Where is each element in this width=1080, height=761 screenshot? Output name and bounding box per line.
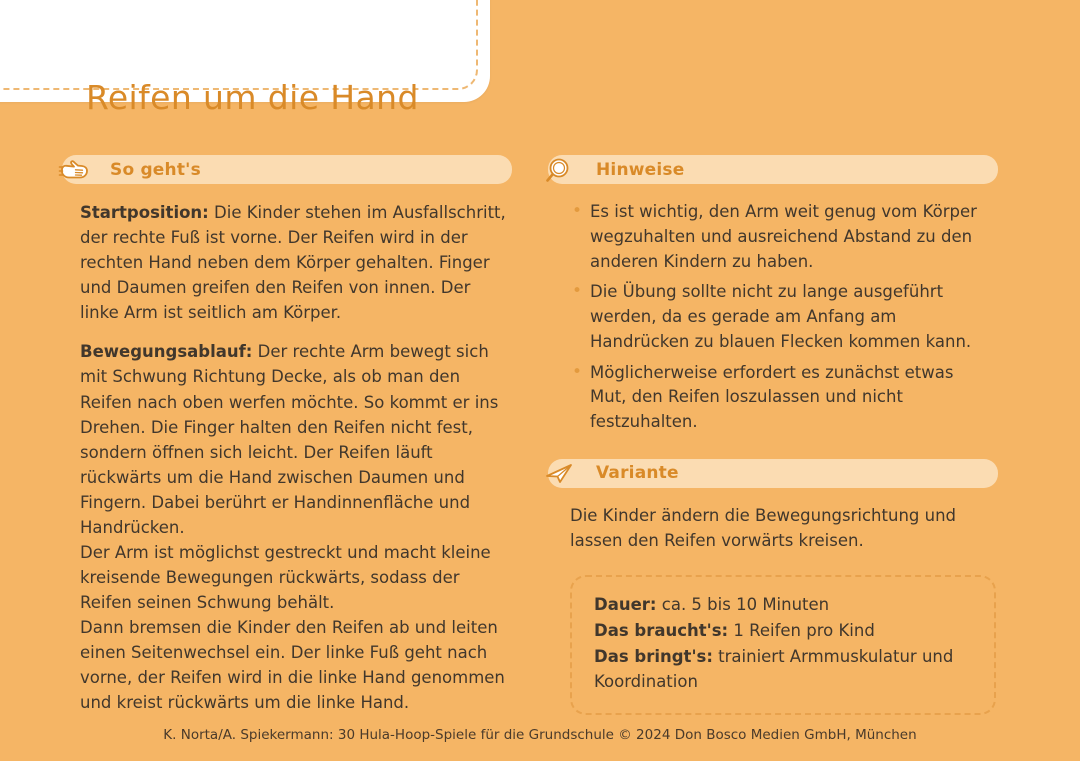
pointing-hand-icon xyxy=(54,153,94,187)
how-to-lead-1: Startposition: xyxy=(80,203,209,222)
section-title-hints: Hinweise xyxy=(596,159,685,180)
section-header-hints xyxy=(548,155,998,184)
how-to-text-3: Der Arm ist möglichst gestreckt und macht kleine kreisende Bewegungen rückwärts, sodass der Reifen seinen Schwung behält. xyxy=(80,543,491,613)
variant-body: Die Kinder ändern die Bewegungsrichtung und lassen den Reifen vorwärts kreisen. xyxy=(570,505,957,550)
magnifier-icon xyxy=(540,153,580,187)
footer-credit: K. Norta/A. Spiekermann: 30 Hula-Hoop-Spiele für die Grundschule © 2024 Don Bosco Medien GmbH, München xyxy=(163,727,917,743)
how-to-text-4: Dann bremsen die Kinder den Reifen ab und leiten einen Seitenwechsel ein. Der linke Fuß geht nach vorne, der Reifen wird in die linke Hand genommen und kreist rückwärts um die linke Hand. xyxy=(80,618,505,713)
info-label-duration: Dauer: xyxy=(594,595,657,615)
column-hints-variant xyxy=(548,155,998,715)
info-row-benefits xyxy=(594,645,972,695)
how-to-body xyxy=(62,200,512,716)
paper-plane-icon xyxy=(540,456,580,490)
hints-list xyxy=(548,200,998,435)
title-card-dashed-border-left xyxy=(0,0,478,90)
info-label-materials: Das braucht's: xyxy=(594,621,729,640)
how-to-text-1: Die Kinder stehen im Ausfallschritt, der rechte Fuß ist vorne. Der Reifen wird in der rechten Hand neben dem Körper gehalten. Finger und Daumen greifen den Reifen von innen. Der linke Arm ist seitlich am Körper. xyxy=(80,203,506,323)
how-to-text-2: Der rechte Arm bewegt sich mit Schwung Richtung Decke, als ob man den Reifen nach oben werfen möchte. So kommt er ins Drehen. Die Finger halten den Reifen nicht fest, sondern öffnen sich leicht. Der Reifen läuft rückwärts um die Hand zwischen Daumen und Fingern. Dabei berührt er Handinnenfläche und Handrücken. xyxy=(80,342,499,537)
info-row-duration xyxy=(594,593,972,618)
section-title-variant: Variante xyxy=(596,463,679,484)
list-item: • Die Übung sollte nicht zu lange ausgeführt werden, da es gerade am Anfang am Handrücken zu blauen Flecken kommen kann. xyxy=(568,280,994,354)
list-item: • Es ist wichtig, den Arm weit genug vom Körper wegzuhalten und ausreichend Abstand zu den anderen Kindern zu haben. xyxy=(568,200,994,274)
how-to-paragraph-3 xyxy=(80,540,508,615)
info-value-materials: 1 Reifen pro Kind xyxy=(728,621,875,640)
how-to-paragraph-1 xyxy=(80,200,508,325)
how-to-paragraph-2 xyxy=(80,339,508,540)
section-header-how-to xyxy=(62,155,512,184)
info-box xyxy=(570,575,996,715)
info-value-duration: ca. 5 bis 10 Minuten xyxy=(656,595,830,615)
page-title: Reifen um die Hand xyxy=(86,78,419,117)
list-item: • Möglicherweise erfordert es zunächst etwas Mut, den Reifen loszulassen und nicht festzuhalten. xyxy=(568,361,994,435)
section-title-how-to: So geht's xyxy=(110,159,201,180)
info-row-materials xyxy=(594,619,972,644)
info-value-benefits: trainiert Armmuskulatur und Koordination xyxy=(594,646,954,691)
how-to-paragraph-4 xyxy=(80,615,508,715)
column-how-to xyxy=(62,155,512,716)
section-header-variant xyxy=(548,459,998,488)
how-to-lead-2: Bewegungsablauf: xyxy=(80,342,253,362)
info-label-benefits: Das bringt's: xyxy=(594,646,713,666)
